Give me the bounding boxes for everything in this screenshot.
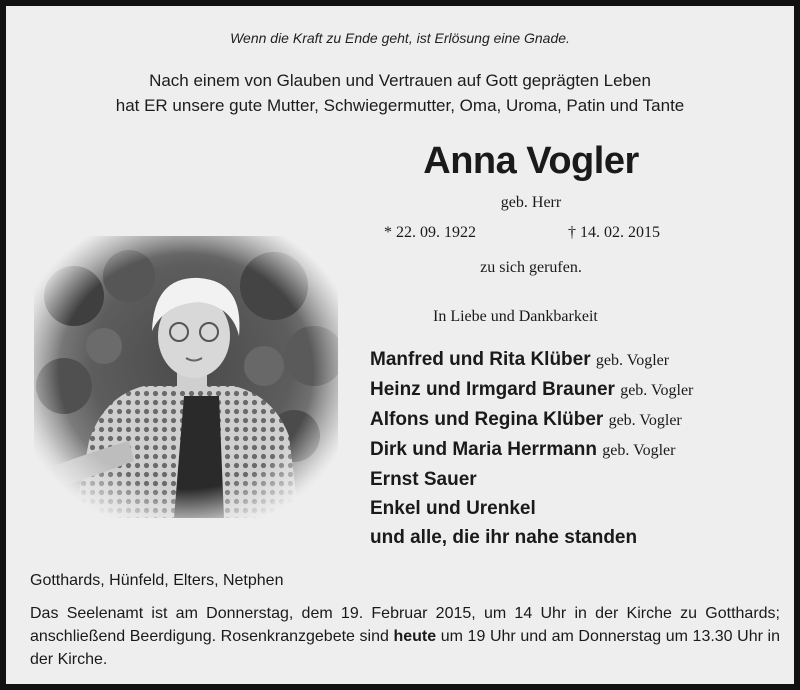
portrait-photo [34, 236, 338, 518]
death-date: † 14. 02. 2015 [568, 224, 660, 241]
motto: Wenn die Kraft zu Ende geht, ist Erlösung eine Gnade. [230, 30, 570, 46]
places-line: Gotthards, Hünfeld, Elters, Netphen [30, 572, 284, 589]
maiden-name: geb. Herr [500, 194, 562, 211]
intro-line-1: Nach einem von Glauben und Vertrauen auf Gott geprägten Leben [149, 71, 651, 90]
birth-date: * 22. 09. 1922 [384, 224, 476, 241]
service-info: Das Seelenamt ist am Donnerstag, dem 19. Februar 2015, um 14 Uhr in der Kirche zu Gotthards; anschließend Beerdigung. Rosenkranzgebete sind heute um 19 Uhr und am Donnerstag um 13.30 Uhr in der Kirche. [30, 605, 780, 668]
mourners-list [370, 345, 693, 552]
mourner-3: Alfons und Regina Klüber geb. Vogler [370, 409, 682, 430]
called-home-text: zu sich gerufen. [480, 259, 582, 276]
portrait-illustration [34, 236, 338, 518]
mourner-4: Dirk und Maria Herrmann geb. Vogler [370, 439, 676, 460]
deceased-name: Anna Vogler [423, 140, 639, 182]
intro-text [6, 68, 794, 118]
mourner-2: Heinz und Irmgard Brauner geb. Vogler [370, 379, 694, 400]
intro-line-2: hat ER unsere gute Mutter, Schwiegermutter, Oma, Uroma, Patin und Tante [115, 96, 685, 115]
mourner-1: Manfred und Rita Klüber geb. Vogler [370, 349, 670, 370]
mourner-5: Ernst Sauer [370, 469, 477, 490]
mourner-6: Enkel und Urenkel [370, 498, 536, 519]
mourner-7: und alle, die ihr nahe standen [370, 527, 638, 548]
love-line: In Liebe und Dankbarkeit [433, 308, 598, 325]
